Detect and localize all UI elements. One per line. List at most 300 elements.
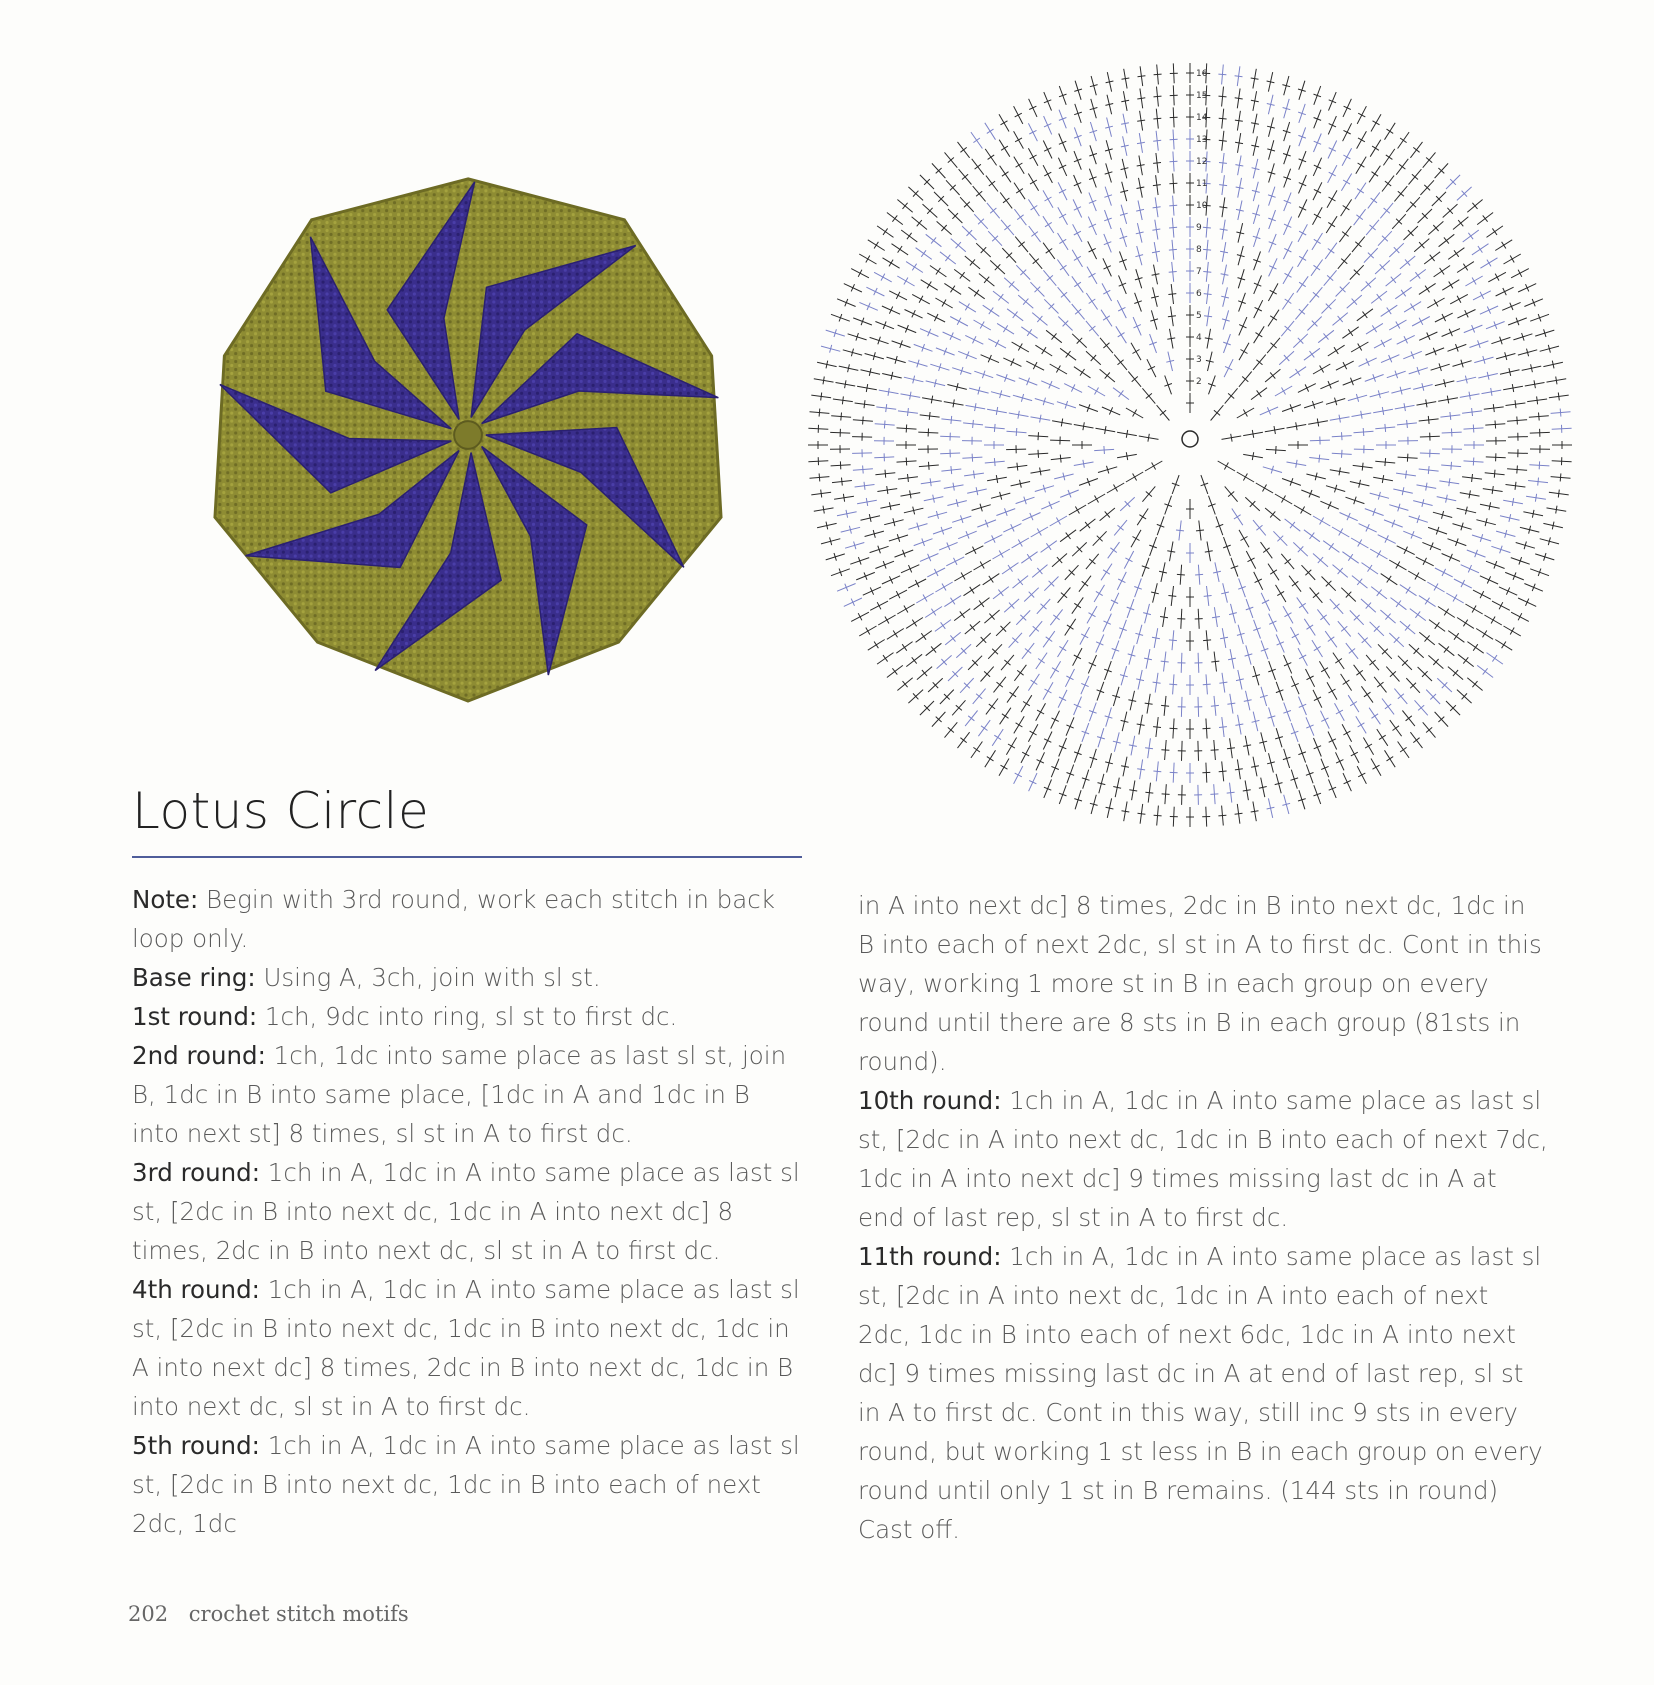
- chart-stitch-bar: [998, 590, 1003, 596]
- chart-stitch-bar: [1001, 146, 1008, 150]
- chart-stitch-bar: [992, 535, 996, 542]
- chart-stitch-bar: [819, 473, 820, 481]
- chart-stitch-bar: [1518, 613, 1522, 620]
- chart-stitch-bar: [1168, 596, 1176, 597]
- chart-stitch-bar: [1292, 581, 1298, 586]
- chart-stitch-bar: [996, 475, 997, 483]
- chart-stitch-bar: [1214, 410, 1220, 415]
- chart-stitch-bar: [1263, 548, 1269, 553]
- chart-stitch-bar: [973, 547, 977, 554]
- chart-stitch-bar: [1089, 559, 1095, 564]
- chart-stitch-bar: [906, 425, 907, 433]
- chart-stitch-bar: [1451, 462, 1452, 470]
- chart-stitch-bar: [1442, 314, 1446, 321]
- chart-stitch-bar: [1343, 362, 1347, 369]
- chart-stitch-bar: [934, 314, 938, 321]
- chart-stitch-bar: [1008, 565, 1013, 572]
- chart-stitch-bar: [1385, 181, 1391, 186]
- chart-stitch-bar: [1235, 98, 1243, 99]
- chart-stitch-bar: [1003, 325, 1007, 332]
- instruction-text: 1ch, 9dc into ring, sl st to first dc.: [257, 1002, 678, 1031]
- chart-stitch-bar: [1145, 748, 1153, 749]
- chart-stitch-bar: [1492, 655, 1497, 662]
- chart-stitch-bar: [960, 272, 965, 278]
- chart-stitch-bar: [1219, 727, 1227, 728]
- chart-stitch-bar: [988, 155, 995, 160]
- chart-stitch-bar: [1373, 121, 1380, 125]
- chart-stitch-bar: [1491, 388, 1492, 396]
- chart-stitch-bar: [1126, 452, 1127, 460]
- chart-stitch-bar: [987, 757, 994, 761]
- chart-stitch-bar: [866, 384, 867, 392]
- chart-stitch-bar: [1560, 473, 1561, 481]
- chart-stitch-bar: [1083, 422, 1084, 430]
- chart-stitch-bar: [1017, 463, 1018, 471]
- chart-stitch-bar: [930, 478, 931, 486]
- instruction-label: 4th round:: [132, 1275, 260, 1304]
- instruction-label: 3rd round:: [132, 1158, 260, 1187]
- chart-stitch-bar: [1313, 593, 1319, 598]
- chart-stitch-bar: [1277, 591, 1284, 595]
- chart-stitch-bar: [997, 682, 1003, 687]
- chart-stitch-bar: [931, 609, 935, 616]
- chart-stitch-bar: [884, 421, 885, 429]
- chart-stitch-bar: [1556, 377, 1557, 385]
- chart-stitch-bar: [1133, 410, 1137, 417]
- chart-stitch-bar: [1487, 260, 1491, 267]
- instruction-label: 5th round:: [132, 1431, 260, 1460]
- chart-center-ring: [1182, 431, 1198, 447]
- chart-stitch-bar: [1362, 463, 1363, 471]
- chart-stitch-bar: [1377, 682, 1383, 687]
- chart-stitch-bar: [1469, 392, 1470, 400]
- chart-stitch-bar: [1235, 142, 1243, 143]
- chart-stitch-bar: [998, 294, 1003, 300]
- chart-stitch-bar: [1372, 172, 1379, 177]
- chart-stitch-bar: [1472, 278, 1476, 285]
- chart-stitch-bar: [996, 407, 997, 415]
- motif-center: [454, 421, 482, 449]
- round-number: 10: [1196, 201, 1208, 211]
- chart-stitch-bar: [1381, 340, 1385, 347]
- chart-stitch-bar: [1169, 249, 1177, 250]
- chart-stitch-bar: [1357, 189, 1364, 194]
- chart-stitch-bar: [1015, 113, 1022, 117]
- chart-stitch-bar: [1148, 366, 1155, 370]
- chart-stitch-bar: [1161, 705, 1169, 706]
- chart-stitch-bar: [1008, 744, 1015, 748]
- chart-stitch-bar: [1203, 640, 1211, 641]
- chart-stitch-bar: [1382, 475, 1383, 483]
- chart-stitch-bar: [1203, 728, 1211, 729]
- instruction-text: Using A, 3ch, join with sl st.: [255, 963, 601, 992]
- chart-stitch-bar: [1515, 400, 1516, 408]
- chart-stitch-bar: [1444, 237, 1449, 243]
- chart-stitch-bar: [1320, 518, 1324, 525]
- chart-stitch-bar: [1313, 292, 1319, 297]
- chart-stitch-bar: [931, 646, 936, 652]
- chart-stitch-bar: [1356, 215, 1362, 220]
- chart-stitch-bar: [1426, 399, 1427, 407]
- chart-stitch-bar: [1372, 146, 1379, 150]
- chart-stitch-bar: [1440, 268, 1445, 275]
- chart-stitch-bar: [1030, 155, 1037, 159]
- chart-stitch-bar: [1018, 411, 1019, 419]
- chart-stitch-bar: [1396, 601, 1401, 607]
- chart-stitch-bar: [1145, 703, 1153, 704]
- chart-stitch-bar: [1235, 76, 1243, 77]
- chart-stitch-bar: [1447, 396, 1448, 404]
- chart-stitch-bar: [819, 409, 820, 417]
- chart-stitch-bar: [1290, 522, 1295, 528]
- chart-stitch-bar: [1038, 432, 1039, 440]
- chart-stitch-bar: [1406, 716, 1412, 721]
- chart-stitch-bar: [1027, 554, 1032, 561]
- round-number: 11: [1196, 179, 1208, 189]
- chart-stitch-bar: [1056, 518, 1060, 525]
- chart-stitch-bar: [1385, 424, 1386, 432]
- chart-stitch-bar: [1385, 704, 1391, 709]
- chart-stitch-bar: [885, 617, 889, 624]
- chart-stitch-bar: [1328, 222, 1335, 226]
- instruction-text: 1ch in A, 1dc in A into same place as last sl st, [2dc in B into next dc, 1dc in B into each of next 2dc, 1dc: [132, 1431, 800, 1538]
- chart-stitch-bar: [1342, 450, 1343, 458]
- chart-stitch-bar: [1444, 646, 1449, 652]
- chart-stitch-bar: [1284, 248, 1291, 252]
- chart-stitch-bar: [1305, 384, 1309, 391]
- chart-stitch-bar: [898, 246, 903, 253]
- chart-stitch-bar: [960, 147, 966, 152]
- chart-stitch-bar: [1195, 574, 1203, 575]
- chart-stitch-bar: [1118, 579, 1125, 583]
- chart-stitch-bar: [1434, 584, 1438, 591]
- chart-stitch-bar: [1468, 233, 1473, 239]
- chart-stitch-bar: [1083, 460, 1084, 468]
- chart-stitch-bar: [1224, 463, 1228, 470]
- chart-stitch-bar: [1015, 138, 1022, 142]
- chart-stitch-bar: [1472, 606, 1476, 613]
- chart-stitch-bar: [1044, 172, 1051, 176]
- chart-stitch-bar: [1016, 723, 1023, 727]
- round-number: 8: [1196, 245, 1202, 255]
- chart-stitch-bar: [1234, 515, 1241, 519]
- chart-stitch-bar: [858, 270, 862, 277]
- round-number: 16: [1196, 69, 1208, 79]
- chart-stitch-bar: [1138, 813, 1146, 814]
- chart-stitch-bar: [1016, 189, 1023, 194]
- chart-stitch-bar: [1493, 404, 1494, 412]
- chart-stitch-bar: [1225, 366, 1232, 370]
- chart-stitch-bar: [1518, 270, 1522, 277]
- chart-stitch-bar: [953, 399, 954, 407]
- chart-stitch-bar: [1285, 559, 1291, 564]
- chart-stitch-bar: [1296, 369, 1301, 376]
- chart-stitch-bar: [1442, 569, 1446, 576]
- chart-stitch-bar: [1204, 294, 1212, 295]
- chart-stitch-bar: [1365, 744, 1372, 748]
- chart-stitch-bar: [1037, 316, 1042, 322]
- chart-stitch-bar: [1145, 792, 1153, 793]
- chart-stitch-bar: [990, 208, 996, 213]
- chart-stitch-bar: [927, 282, 931, 289]
- chart-stitch-bar: [1089, 326, 1095, 331]
- chart-stitch-bar: [1167, 338, 1175, 339]
- chart-stitch-bar: [1235, 813, 1243, 814]
- instruction-text: Begin with 3rd round, work each stitch in back loop only.: [132, 885, 775, 953]
- chart-stitch-bar: [1203, 227, 1211, 228]
- chart-stitch-bar: [1152, 251, 1160, 252]
- chart-stitch-bar: [1059, 239, 1066, 243]
- chart-stitch-bar: [1074, 231, 1081, 235]
- chart-stitch-bar: [1235, 165, 1243, 166]
- chart-stitch-bar: [1371, 198, 1377, 203]
- chart-stitch-bar: [973, 747, 980, 752]
- chart-stitch-bar: [1103, 290, 1110, 294]
- chart-stitch-bar: [1517, 466, 1518, 474]
- chart-stitch-bar: [1167, 551, 1175, 552]
- chart-stitch-bar: [1103, 570, 1110, 574]
- chart-stitch-bar: [1301, 507, 1305, 514]
- chart-stitch-bar: [974, 471, 975, 479]
- chart-stitch-bar: [1059, 214, 1066, 218]
- chart-stitch-bar: [1473, 644, 1478, 651]
- chart-stitch-bar: [929, 462, 930, 470]
- chart-stitch-bar: [1196, 530, 1204, 531]
- chart-stitch-bar: [1153, 185, 1161, 186]
- chart-stitch-bar: [1052, 668, 1059, 672]
- chart-stitch-bar: [1363, 428, 1364, 436]
- chart-stitch-bar: [1154, 815, 1162, 816]
- chart-stitch-bar: [1328, 249, 1335, 254]
- chart-stitch-bar: [1037, 529, 1041, 536]
- chart-stitch-bar: [941, 622, 946, 629]
- chart-stitch-bar: [1125, 558, 1132, 562]
- chart-stitch-bar: [1019, 242, 1025, 247]
- chart-stitch-bar: [1449, 282, 1453, 289]
- chart-stitch-bar: [1162, 794, 1170, 795]
- chart-stitch-bar: [1053, 615, 1059, 620]
- chart-stitch-bar: [892, 215, 897, 221]
- chart-stitch-bar: [1386, 155, 1393, 160]
- chart-stitch-bar: [1328, 637, 1335, 642]
- chart-stitch-bar: [892, 668, 897, 674]
- chart-stitch-bar: [1255, 307, 1262, 311]
- chart-stitch-bar: [1512, 498, 1513, 506]
- chart-stitch-bar: [1085, 522, 1090, 528]
- chart-stitch-bar: [1387, 757, 1394, 761]
- chart-stitch-bar: [1027, 329, 1032, 336]
- chart-stitch-bar: [1310, 351, 1315, 357]
- instruction-paragraph: [132, 880, 800, 958]
- chart-stitch-bar: [994, 424, 995, 432]
- chart-stitch-bar: [1342, 432, 1343, 440]
- chart-stitch-bar: [1534, 380, 1535, 388]
- chart-stitch-bar: [980, 322, 984, 329]
- chart-stitch-bar: [1169, 684, 1177, 685]
- chart-stitch-bar: [1385, 535, 1389, 542]
- chart-stitch-bar: [841, 413, 842, 421]
- instruction-paragraph: [858, 1510, 1548, 1549]
- chart-stitch-bar: [1089, 273, 1096, 277]
- chart-stitch-bar: [1483, 668, 1488, 674]
- chart-stitch-bar: [1428, 416, 1429, 424]
- chart-stitch-bar: [973, 336, 977, 343]
- chart-stitch-bar: [874, 642, 878, 649]
- chart-stitch-bar: [908, 474, 909, 482]
- chart-stitch-bar: [973, 420, 974, 428]
- chart-stitch-bar: [845, 380, 846, 388]
- instructions-left-column: [132, 880, 800, 1543]
- chart-stitch-bar: [1204, 596, 1212, 597]
- chart-stitch-bar: [1059, 697, 1066, 701]
- chart-stitch-bar: [1003, 198, 1009, 203]
- instruction-paragraph: [858, 1081, 1548, 1237]
- chart-stitch-bar: [1153, 118, 1161, 119]
- chart-stitch-bar: [1404, 403, 1405, 411]
- chart-stitch-bar: [1169, 205, 1177, 206]
- chart-stitch-bar: [1364, 692, 1371, 697]
- chart-stitch-bar: [1241, 350, 1248, 354]
- chart-stitch-bar: [1321, 718, 1328, 722]
- chart-stitch-bar: [1219, 163, 1227, 164]
- chart-stitch-bar: [1538, 478, 1539, 486]
- chart-stitch-bar: [1348, 329, 1353, 336]
- chart-stitch-bar: [1219, 140, 1227, 141]
- chart-stitch-bar: [1081, 634, 1088, 638]
- instruction-text: 1ch in A, 1dc in A into same place as last sl st, [2dc in A into next dc, 1dc in B into each of next 7dc, 1dc in A into next dc] 9 times missing last dc in A at end of last rep, sl st in A to first dc.: [858, 1086, 1548, 1232]
- chart-stitch-bar: [1387, 129, 1394, 133]
- chart-stitch-bar: [1314, 239, 1321, 243]
- chart-stitch-bar: [1138, 76, 1146, 77]
- chart-stitch-bar: [1343, 731, 1350, 735]
- chart-stitch-bar: [1338, 316, 1343, 322]
- chart-stitch-bar: [1017, 670, 1023, 675]
- chart-stitch-bar: [1425, 286, 1429, 293]
- chart-stitch-bar: [1169, 640, 1177, 641]
- chart-stitch-bar: [1122, 78, 1130, 79]
- instruction-text: Cast off.: [858, 1515, 960, 1544]
- chart-stitch-bar: [1169, 183, 1177, 184]
- chart-stitch-bar: [1558, 393, 1559, 401]
- chart-stitch-bar: [1358, 344, 1362, 351]
- chart-stitch-bar: [1385, 458, 1386, 466]
- chart-stitch-bar: [1425, 598, 1429, 605]
- chart-stitch-bar: [1111, 600, 1118, 604]
- chart-stitch-bar: [1095, 388, 1099, 395]
- chart-stitch-bar: [960, 611, 965, 617]
- chart-stitch-bar: [1463, 657, 1468, 663]
- chart-stitch-bar: [1255, 579, 1262, 583]
- chart-stitch-bar: [1307, 625, 1314, 629]
- chart-stitch-bar: [1137, 724, 1145, 725]
- chart-stitch-bar: [1296, 422, 1297, 430]
- chart-stitch-bar: [1503, 288, 1507, 295]
- chart-stitch-bar: [951, 598, 955, 605]
- crochet-motif-photo: [190, 162, 746, 708]
- chart-stitch-bar: [821, 490, 822, 498]
- chart-stitch-bar: [1329, 197, 1336, 201]
- chart-stitch-bar: [1320, 366, 1324, 373]
- chart-stitch-bar: [1282, 496, 1286, 503]
- chart-stitch-bar: [1153, 140, 1161, 141]
- chart-stitch-bar: [1502, 642, 1506, 649]
- chart-stitch-bar: [1205, 551, 1213, 552]
- chart-stitch-bar: [1152, 229, 1160, 230]
- chart-stitch-bar: [1040, 415, 1041, 423]
- chart-stitch-bar: [951, 416, 952, 424]
- chart-stitch-bar: [984, 277, 989, 283]
- chart-stitch-bar: [929, 412, 930, 420]
- chart-stitch-bar: [1203, 249, 1211, 250]
- chart-stitch-bar: [1074, 207, 1081, 211]
- chart-stitch-bar: [1074, 282, 1081, 287]
- instruction-paragraph: [132, 1426, 800, 1543]
- round-number: 6: [1196, 289, 1202, 299]
- chart-stitch-bar: [965, 304, 969, 311]
- chart-stitch-bar: [1211, 705, 1219, 706]
- chart-stitch-bar: [1276, 446, 1277, 454]
- chart-stitch-bar: [1137, 120, 1145, 121]
- chart-stitch-bar: [1046, 637, 1053, 642]
- chart-stitches: [808, 63, 1572, 827]
- chart-stitch-bar: [975, 403, 976, 411]
- instruction-paragraph: [132, 1153, 800, 1270]
- chart-stitch-bar: [1025, 649, 1031, 654]
- chart-stitch-bar: [874, 242, 878, 249]
- chart-stitch-bar: [951, 286, 955, 293]
- chart-stitch-bar: [1219, 771, 1227, 772]
- chart-stitch-bar: [1203, 684, 1211, 685]
- chart-stitch-bar: [1469, 490, 1470, 498]
- chart-stitch-bar: [1274, 426, 1275, 434]
- chart-stitch-bar: [1358, 540, 1362, 547]
- chart-stitch-bar: [1018, 579, 1023, 585]
- chart-stitch-bar: [968, 716, 974, 721]
- chart-stitch-bar: [1033, 362, 1037, 369]
- chart-stitch-bar: [1372, 325, 1376, 332]
- chart-stitch-bar: [1349, 649, 1355, 654]
- pattern-title: Lotus Circle: [132, 782, 430, 840]
- chart-stitch-bar: [1071, 384, 1075, 391]
- chart-stitch-bar: [1227, 703, 1235, 704]
- instruction-text: in A into next dc] 8 times, 2dc in B into next dc, 1dc in B into each of next 2dc, sl st in A to first dc. Cont in this way, working 1 more st in B in each group on every round until there are 8 sts in B in each group (81sts in round).: [858, 891, 1542, 1076]
- chart-stitch-bar: [1314, 697, 1321, 701]
- chart-stitch-bar: [1169, 272, 1177, 273]
- chart-stitch-bar: [1454, 633, 1459, 640]
- chart-stitch-bar: [1210, 794, 1218, 795]
- chart-stitch-bar: [1415, 272, 1420, 278]
- chart-stitch-bar: [1126, 430, 1127, 438]
- chart-stitch-bar: [1492, 228, 1497, 235]
- chart-stitch-bar: [1491, 617, 1495, 624]
- chart-stitch-bar: [866, 628, 870, 635]
- chart-stitch-bar: [1472, 408, 1473, 416]
- chart-stitch-bar: [1161, 661, 1169, 662]
- chart-stitch-bar: [1512, 384, 1513, 392]
- chart-stitch-bar: [1227, 748, 1235, 749]
- chart-stitch-bar: [1231, 434, 1232, 442]
- chart-stitch-bar: [877, 602, 881, 609]
- round-number: 12: [1196, 157, 1208, 167]
- chart-stitch-bar: [1013, 312, 1018, 318]
- chart-stitch-bar: [989, 576, 994, 583]
- chart-stitch-bar: [1361, 411, 1362, 419]
- chart-stitch-bar: [881, 274, 885, 281]
- chart-stitch-bar: [1343, 680, 1350, 684]
- chart-stitch-bar: [1153, 682, 1161, 683]
- chart-stitch-bar: [994, 458, 995, 466]
- chart-stitch-bar: [1170, 728, 1178, 729]
